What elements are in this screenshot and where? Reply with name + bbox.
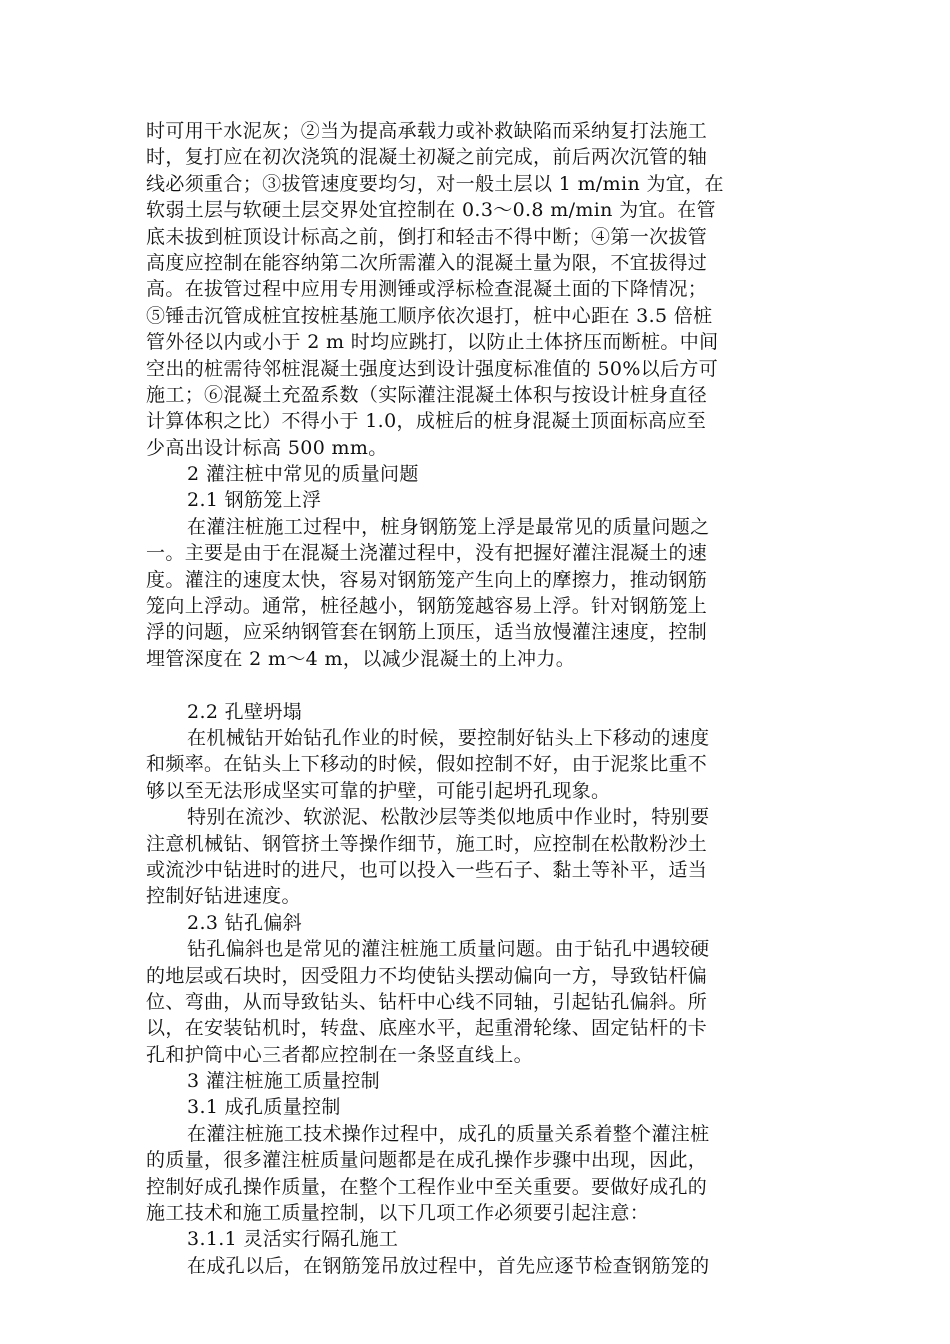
text-line: 一。主要是由于在混凝土浇灌过程中，没有把握好灌注混凝土的速	[146, 542, 708, 565]
text-line: 2.1 钢筋笼上浮	[187, 489, 322, 512]
text-line: 控制好钻进速度。	[146, 885, 301, 908]
blank-line	[146, 672, 806, 698]
text-line: 3.1 成孔质量控制	[187, 1096, 341, 1119]
text-line: 度。灌注的速度太快，容易对钢筋笼产生向上的摩擦力，推动钢筋	[146, 568, 708, 591]
text-line: 特别在流沙、软淤泥、松散沙层等类似地质中作业时，特别要	[187, 806, 710, 829]
text-line: 线必须重合；③拔管速度要均匀，对一般土层以 1 m/min 为宜，在	[146, 172, 724, 195]
text-line: 位、弯曲，从而导致钻头、钻杆中心线不同轴，引起钻孔偏斜。所	[146, 990, 708, 1013]
text-line: 2.3 钻孔偏斜	[187, 911, 303, 934]
text-line: 2.2 孔壁坍塌	[187, 700, 303, 723]
text-line: 时可用干水泥灰；②当为提高承载力或补救缺陷而采纳复打法施工	[146, 120, 708, 142]
text-line: 施工技术和施工质量控制，以下几项工作必须要引起注意：	[146, 1202, 650, 1225]
text-line: 空出的桩需待邻桩混凝土强度达到设计强度标准值的 50%以后方可	[146, 357, 719, 380]
text-line: 浮的问题，应采纳钢管套在钢筋上顶压，适当放慢灌注速度，控制	[146, 621, 708, 644]
text-line: 少高出设计标高 500 mm。	[146, 436, 388, 459]
text-line: 底未拔到桩顶设计标高之前，倒打和轻击不得中断；④第一次拔管	[146, 225, 708, 248]
text-line: 钻孔偏斜也是常见的灌注桩施工质量问题。由于钻孔中遇较硬	[187, 938, 710, 961]
text-line: 够以至无法形成坚实可靠的护壁，可能引起坍孔现象。	[146, 779, 611, 802]
text-line: 或流沙中钻进时的进尺，也可以投入一些石子、黏土等补平，适当	[146, 858, 708, 881]
text-line: 孔和护筒中心三者都应控制在一条竖直线上。	[146, 1043, 534, 1066]
text-line: 2 灌注桩中常见的质量问题	[187, 463, 419, 486]
text-line: 注意机械钻、钢管挤土等操作细节，施工时，应控制在松散粉沙土	[146, 832, 708, 855]
text-line: 控制好成孔操作质量，在整个工程作业中至关重要。要做好成孔的	[146, 1175, 708, 1198]
text-line: 3 灌注桩施工质量控制	[187, 1070, 380, 1093]
text-line: 高。在拔管过程中应用专用测锤或浮标检查混凝土面的下降情况；	[146, 278, 708, 301]
text-line: 施工；⑥混凝土充盈系数（实际灌注混凝土体积与按设计桩身直径	[146, 383, 708, 406]
text-line: 在灌注桩施工过程中，桩身钢筋笼上浮是最常见的质量问题之	[187, 515, 710, 538]
document-body	[146, 118, 806, 1279]
text-line: 以，在安装钻机时，转盘、底座水平，起重滑轮缘、固定钻杆的卡	[146, 1017, 708, 1040]
text-line: 埋管深度在 2 m～4 m，以减少混凝土的上冲力。	[146, 647, 576, 670]
text-line: 的地层或石块时，因受阻力不均使钻头摆动偏向一方，导致钻杆偏	[146, 964, 708, 987]
text-line: 在机械钻开始钻孔作业的时候，要控制好钻头上下移动的速度	[187, 726, 710, 749]
text-line: 管外径以内或小于 2 m 时均应跳打，以防止土体挤压而断桩。中间	[146, 331, 719, 354]
text-line: 在灌注桩施工技术操作过程中，成孔的质量关系着整个灌注桩	[187, 1122, 710, 1145]
text-line: 时，复打应在初次浇筑的混凝土初凝之前完成，前后两次沉管的轴	[146, 146, 708, 169]
text-line: ⑤锤击沉管成桩宜按桩基施工顺序依次退打，桩中心距在 3.5 倍桩	[146, 304, 713, 327]
text-line: 高度应控制在能容纳第二次所需灌入的混凝土量为限，不宜拔得过	[146, 251, 708, 274]
text-line: 计算体积之比）不得小于 1.0，成桩后的桩身混凝土顶面标高应至	[146, 410, 707, 433]
text-line: 的质量，很多灌注桩质量问题都是在成孔操作步骤中出现，因此，	[146, 1149, 708, 1172]
text-line: 3.1.1 灵活实行隔孔施工	[187, 1228, 399, 1251]
text-line: 笼向上浮动。通常，桩径越小，钢筋笼越容易上浮。针对钢筋笼上	[146, 595, 708, 618]
text-line: 软弱土层与软硬土层交界处宜控制在 0.3～0.8 m/min 为宜。在管	[146, 199, 716, 222]
text-line: 和频率。在钻头上下移动的时候，假如控制不好，由于泥浆比重不	[146, 753, 708, 776]
text-line: 在成孔以后，在钢筋笼吊放过程中，首先应逐节检查钢筋笼的	[187, 1254, 710, 1277]
